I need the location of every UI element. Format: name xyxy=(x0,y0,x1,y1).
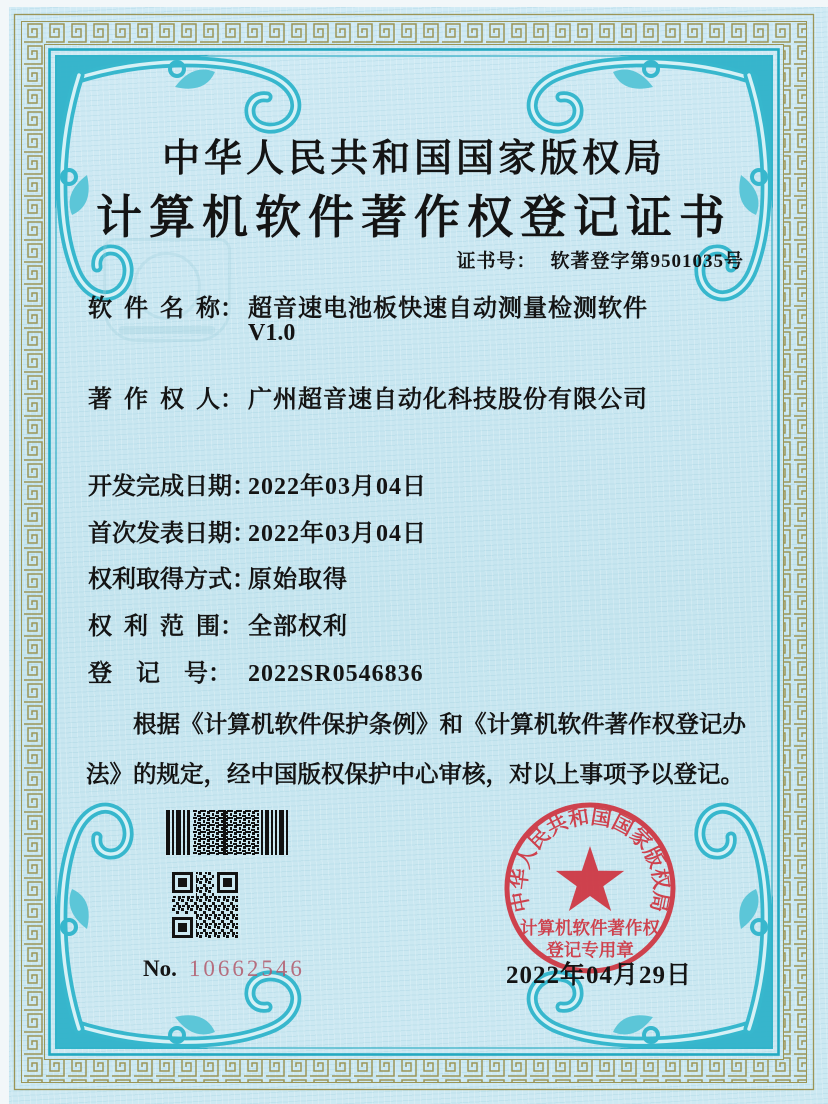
field-row-acquisition-method xyxy=(88,559,348,594)
cert-number-value: 软著登字第9501035号 xyxy=(550,251,744,272)
serial-number-line xyxy=(143,956,305,982)
field-row-registration-number xyxy=(88,653,424,688)
field-value: 2022年03月04日 xyxy=(248,521,427,547)
qr-code xyxy=(172,872,238,943)
field-value: 广州超音速自动化科技股份有限公司 xyxy=(248,387,648,413)
certificate-title: 计算机软件著作权登记证书 xyxy=(96,192,732,243)
field-row-completion-date xyxy=(88,466,427,501)
field-label: 登 记 号： xyxy=(88,661,232,687)
serial-number: 10662546 xyxy=(188,956,305,981)
field-value: 全部权利 xyxy=(248,614,348,640)
field-label: 软 件 名 称： xyxy=(88,296,244,322)
field-row-software-name xyxy=(88,288,648,323)
field-row-copyright-owner xyxy=(88,379,648,414)
cert-number-label: 证书号： xyxy=(456,251,537,272)
seal-star xyxy=(556,846,624,911)
issuer-title: 中华人民共和国国家版权局 xyxy=(161,138,666,180)
field-label: 开发完成日期： xyxy=(88,474,256,500)
field-row-first-publication-date xyxy=(88,513,427,548)
field-row-rights-scope xyxy=(88,606,348,641)
registration-statement: 根据《计算机软件保护条例》和《计算机软件著作权登记办法》的规定，经中国版权保护中心审核，对以上事项予以登记。 xyxy=(86,712,746,788)
seal-ring-text: 中华人民共和国国家版权局 xyxy=(508,806,672,914)
field-label: 首次发表日期： xyxy=(88,521,256,547)
field-label: 权 利 范 围： xyxy=(88,614,244,640)
seal-line2: 登记专用章 xyxy=(546,940,634,960)
software-version: V1.0 xyxy=(248,320,296,346)
field-value: 2022SR0546836 xyxy=(248,661,424,687)
field-value: 2022年03月04日 xyxy=(248,474,427,500)
seal-line1: 计算机软件著作权 xyxy=(520,918,660,938)
field-value: 超音速电池板快速自动测量检测软件 xyxy=(248,296,648,322)
field-label: 权利取得方式： xyxy=(88,567,256,593)
barcode xyxy=(166,810,288,860)
field-label: 著 作 权 人： xyxy=(88,387,244,413)
issue-date: 2022年04月29日 xyxy=(506,962,693,989)
certificate-number-line xyxy=(456,246,744,273)
serial-prefix: No. xyxy=(143,956,177,981)
field-value: 原始取得 xyxy=(248,567,348,593)
